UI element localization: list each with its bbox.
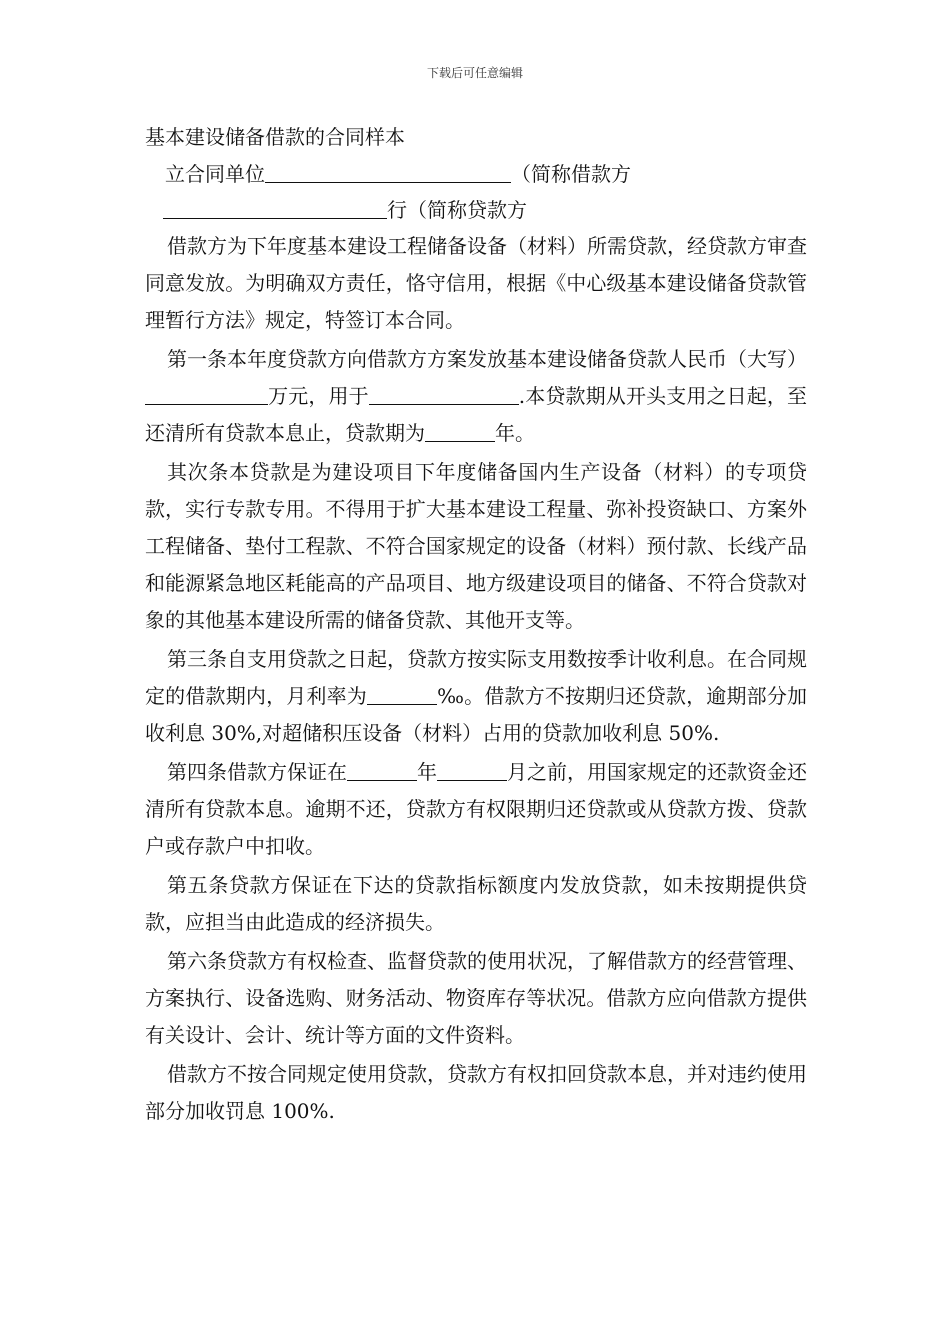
article-1-text-a: 第一条本年度贷款方向借款方方案发放基本建设储备贷款人民币（大写） — [167, 347, 807, 371]
borrower-abbrev-label: （简称借款方 — [511, 162, 631, 186]
bank-name-blank[interactable] — [163, 198, 387, 219]
article-4-text-c: 月之前，用国家规定的还款资金还清所有贷款本息。逾期不还，贷款方有权限期归还贷款或从贷款方拨、贷款户或存款户中扣收。 — [145, 760, 807, 858]
document-body — [145, 118, 807, 1132]
page-header: 下载后可任意编辑 — [426, 66, 523, 80]
contract-unit-blank[interactable] — [265, 162, 511, 183]
party-label: 立合同单位 — [165, 162, 265, 186]
article-3 — [145, 641, 807, 752]
loan-amount-blank[interactable] — [145, 384, 268, 405]
article-1-text-d: 年。 — [495, 421, 535, 445]
article-1-text-c: .本贷款期从开头支用之日起，至还清所有贷款本息止，贷款期为 — [145, 384, 808, 445]
article-4-text-b: 年 — [417, 760, 437, 784]
article-3-text-a: 第三条自支用贷款之日起，贷款方按实际支用数按季计收利息。在合同规定的借款期内，月利率为 — [145, 647, 807, 708]
loan-term-blank[interactable] — [425, 421, 495, 442]
article-5: 第五条贷款方保证在下达的贷款指标额度内发放贷款，如未按期提供贷款，应担当由此造成的经济损失。 — [145, 873, 807, 934]
loan-purpose-blank[interactable] — [369, 384, 519, 405]
lender-abbrev-label: 行（简称贷款方 — [387, 198, 527, 222]
article-1-text-b: 万元，用于 — [268, 384, 369, 408]
monthly-rate-blank[interactable] — [367, 684, 437, 705]
article-6: 第六条贷款方有权检查、监督贷款的使用状况，了解借款方的经营管理、方案执行、设备选购、财务活动、物资库存等状况。借款方应向借款方提供有关设计、会计、统计等方面的文件资料。 — [145, 949, 807, 1047]
article-2: 其次条本贷款是为建设项目下年度储备国内生产设备（材料）的专项贷款，实行专款专用。不得用于扩大基本建设工程量、弥补投资缺口、方案外工程储备、垫付工程款、不符合国家规定的设备（材料）预付款、长线产品和能源紧急地区耗能高的产品项目、地方级建设项目的储备、不符合贷款对象的其他基本建设所需的储备贷款、其他开支等。 — [145, 460, 807, 632]
document-title: 基本建设储备借款的合同样本 — [145, 125, 405, 149]
party-line-borrower — [145, 156, 807, 192]
party-line-lender — [145, 192, 807, 228]
article-4-text-a: 第四条借款方保证在 — [167, 760, 347, 784]
article-7: 借款方不按合同规定使用贷款，贷款方有权扣回贷款本息，并对违约使用部分加收罚息 100%. — [145, 1062, 807, 1123]
repay-month-blank[interactable] — [437, 760, 507, 781]
repay-year-blank[interactable] — [347, 760, 417, 781]
article-3-text-b: ‰。借款方不按期归还贷款，逾期部分加收利息 30%,对超储积压设备（材料）占用的贷款加收利息 50%. — [145, 684, 808, 745]
article-4 — [145, 754, 807, 865]
article-1 — [145, 341, 807, 452]
intro-paragraph: 借款方为下年度基本建设工程储备设备（材料）所需贷款，经贷款方审查同意发放。为明确双方责任，恪守信用，根据《中心级基本建设储备贷款管理暂行方法》规定，特签订本合同。 — [145, 234, 807, 332]
